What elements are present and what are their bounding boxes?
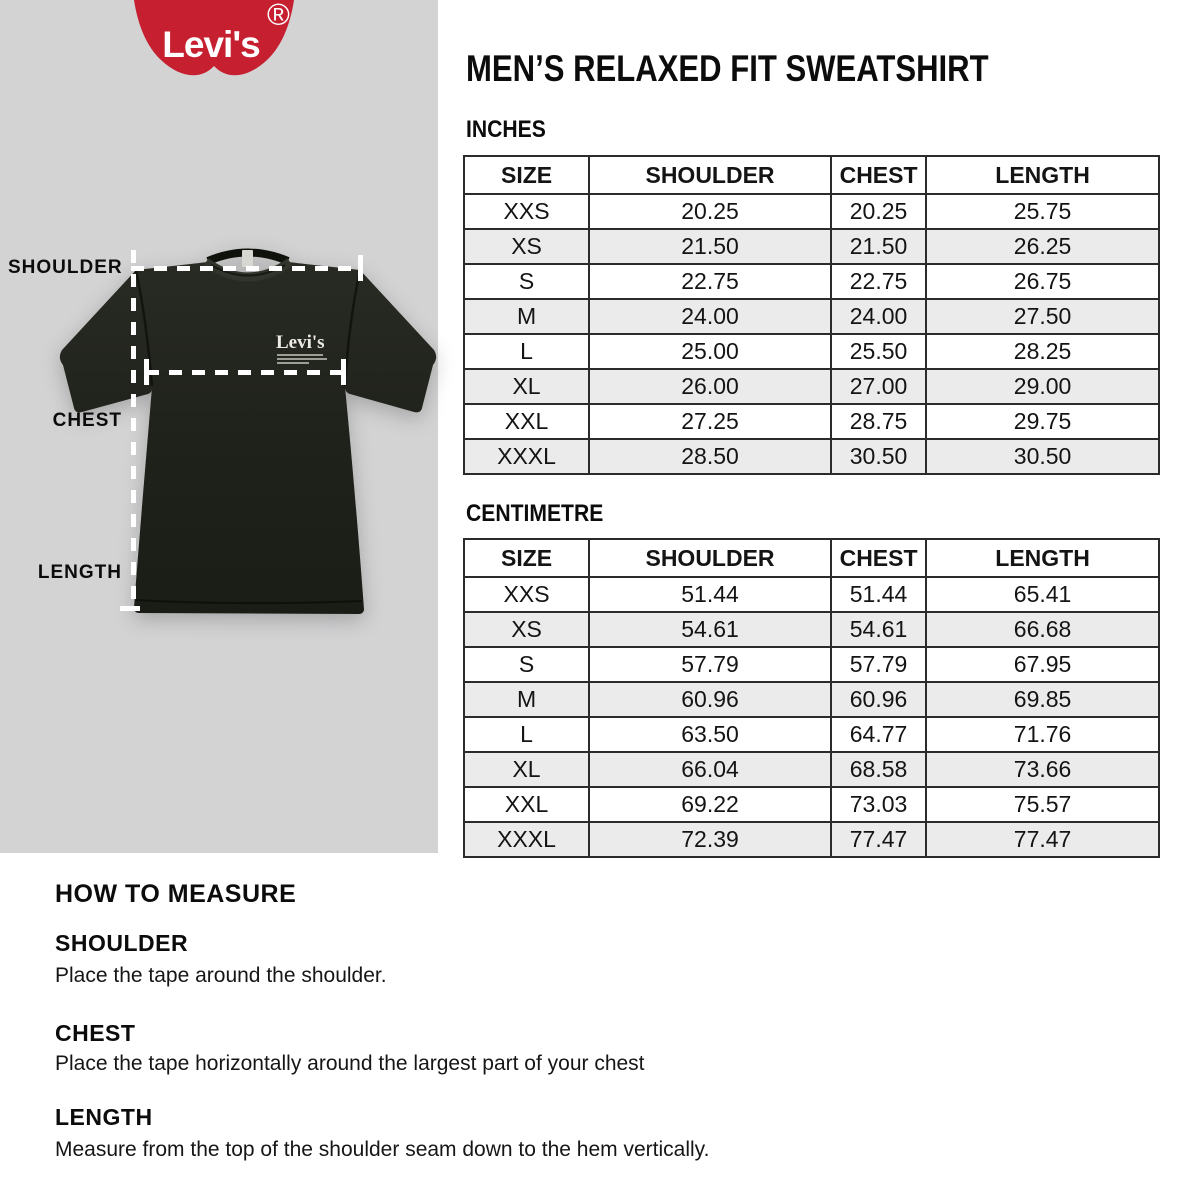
value-cell: 54.61 — [831, 612, 926, 647]
column-header: CHEST — [831, 539, 926, 577]
centimetre-unit-label: CENTIMETRE — [466, 500, 604, 527]
size-cell: XXXL — [464, 439, 589, 474]
value-cell: 65.41 — [926, 577, 1159, 612]
size-cell: L — [464, 334, 589, 369]
header-row — [464, 156, 1159, 194]
value-cell: 64.77 — [831, 717, 926, 752]
value-cell: 69.85 — [926, 682, 1159, 717]
column-header: SHOULDER — [589, 539, 831, 577]
value-cell: 25.50 — [831, 334, 926, 369]
neck-tag — [242, 250, 253, 267]
size-row — [464, 647, 1159, 682]
value-cell: 29.00 — [926, 369, 1159, 404]
size-cell: M — [464, 682, 589, 717]
chest-line-left-tick — [144, 359, 149, 385]
size-cell: XL — [464, 752, 589, 787]
column-header: SHOULDER — [589, 156, 831, 194]
value-cell: 21.50 — [831, 229, 926, 264]
value-cell: 66.04 — [589, 752, 831, 787]
size-cell: XXS — [464, 194, 589, 229]
measure-item-length-label: LENGTH — [55, 1104, 153, 1130]
size-row — [464, 822, 1159, 857]
size-row — [464, 752, 1159, 787]
value-cell: 57.79 — [831, 647, 926, 682]
size-row — [464, 577, 1159, 612]
size-row — [464, 334, 1159, 369]
value-cell: 26.00 — [589, 369, 831, 404]
value-cell: 57.79 — [589, 647, 831, 682]
size-row — [464, 612, 1159, 647]
size-cell: M — [464, 299, 589, 334]
value-cell: 24.00 — [589, 299, 831, 334]
size-row — [464, 264, 1159, 299]
levis-wordmark: Levi's — [162, 24, 260, 65]
size-cell: XS — [464, 612, 589, 647]
size-row — [464, 229, 1159, 264]
value-cell: 28.50 — [589, 439, 831, 474]
levis-batwing-icon — [133, 0, 299, 95]
value-cell: 25.00 — [589, 334, 831, 369]
column-header: SIZE — [464, 539, 589, 577]
size-cell: XL — [464, 369, 589, 404]
size-cell: XXXL — [464, 822, 589, 857]
length-label: LENGTH — [37, 562, 122, 583]
size-row — [464, 682, 1159, 717]
shoulder-line-right-tick — [358, 255, 363, 281]
value-cell: 77.47 — [926, 822, 1159, 857]
value-cell: 27.50 — [926, 299, 1159, 334]
value-cell: 24.00 — [831, 299, 926, 334]
value-cell: 25.75 — [926, 194, 1159, 229]
column-header: CHEST — [831, 156, 926, 194]
chest-line-right-tick — [341, 359, 346, 385]
value-cell: 67.95 — [926, 647, 1159, 682]
column-header: LENGTH — [926, 156, 1159, 194]
levis-logo — [133, 0, 299, 95]
how-to-measure-title: HOW TO MEASURE — [55, 880, 297, 908]
column-header: SIZE — [464, 156, 589, 194]
size-cell: XXS — [464, 577, 589, 612]
value-cell: 75.57 — [926, 787, 1159, 822]
measure-item-length-text: Measure from the top of the shoulder seam down to the hem vertically. — [55, 1138, 710, 1161]
size-cell: XXL — [464, 404, 589, 439]
value-cell: 60.96 — [589, 682, 831, 717]
size-row — [464, 787, 1159, 822]
value-cell: 51.44 — [831, 577, 926, 612]
column-header: LENGTH — [926, 539, 1159, 577]
value-cell: 73.03 — [831, 787, 926, 822]
size-row — [464, 194, 1159, 229]
size-cell: L — [464, 717, 589, 752]
value-cell: 20.25 — [589, 194, 831, 229]
size-cell: XXL — [464, 787, 589, 822]
measure-item-chest-text: Place the tape horizontally around the largest part of your chest — [55, 1052, 645, 1075]
value-cell: 30.50 — [926, 439, 1159, 474]
value-cell: 77.47 — [831, 822, 926, 857]
size-row — [464, 369, 1159, 404]
value-cell: 51.44 — [589, 577, 831, 612]
value-cell: 22.75 — [831, 264, 926, 299]
chest-measure-line — [146, 370, 344, 375]
value-cell: 30.50 — [831, 439, 926, 474]
value-cell: 66.68 — [926, 612, 1159, 647]
value-cell: 28.75 — [831, 404, 926, 439]
length-line-bottom-tick — [120, 606, 140, 611]
value-cell: 69.22 — [589, 787, 831, 822]
value-cell: 26.75 — [926, 264, 1159, 299]
size-cell: XS — [464, 229, 589, 264]
value-cell: 68.58 — [831, 752, 926, 787]
measure-item-chest-label: CHEST — [55, 1020, 136, 1046]
value-cell: 22.75 — [589, 264, 831, 299]
measure-item-shoulder-label: SHOULDER — [55, 930, 189, 956]
value-cell: 29.75 — [926, 404, 1159, 439]
inches-size-table — [463, 155, 1160, 475]
measure-item-shoulder-text: Place the tape around the shoulder. — [55, 964, 387, 987]
size-row — [464, 717, 1159, 752]
value-cell: 27.00 — [831, 369, 926, 404]
centimetre-size-table — [463, 538, 1160, 858]
value-cell: 20.25 — [831, 194, 926, 229]
value-cell: 27.25 — [589, 404, 831, 439]
value-cell: 71.76 — [926, 717, 1159, 752]
value-cell: 54.61 — [589, 612, 831, 647]
value-cell: 73.66 — [926, 752, 1159, 787]
value-cell: 60.96 — [831, 682, 926, 717]
size-row — [464, 299, 1159, 334]
value-cell: 72.39 — [589, 822, 831, 857]
size-cell: S — [464, 264, 589, 299]
size-row — [464, 439, 1159, 474]
length-measure-line — [131, 250, 136, 610]
shoulder-measure-line — [131, 266, 362, 271]
value-cell: 26.25 — [926, 229, 1159, 264]
value-cell: 21.50 — [589, 229, 831, 264]
shoulder-label: SHOULDER — [8, 257, 123, 278]
shirt-chest-logo: Levi's — [276, 332, 325, 353]
value-cell: 63.50 — [589, 717, 831, 752]
page-title: MEN’S RELAXED FIT SWEATSHIRT — [466, 48, 989, 89]
size-row — [464, 404, 1159, 439]
registered-mark-icon: ® — [267, 0, 290, 32]
value-cell: 28.25 — [926, 334, 1159, 369]
header-row — [464, 539, 1159, 577]
chest-label: CHEST — [52, 410, 122, 431]
size-cell: S — [464, 647, 589, 682]
inches-unit-label: INCHES — [466, 116, 546, 143]
